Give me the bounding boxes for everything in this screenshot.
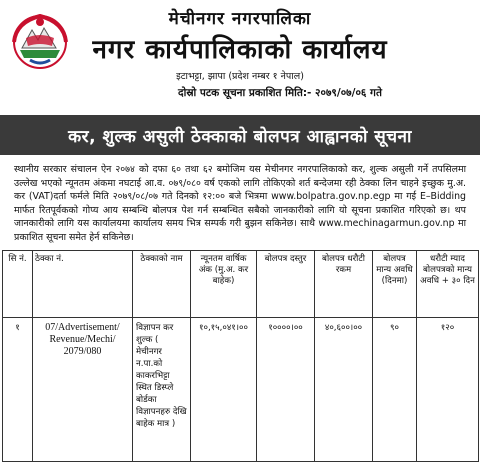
column-header: ठेक्काको नाम bbox=[133, 251, 191, 318]
letterhead bbox=[0, 0, 480, 130]
office-address: इटाभट्टा, झापा (प्रदेश नम्बर १ नेपाल) bbox=[176, 71, 304, 82]
table-header-row bbox=[3, 251, 479, 318]
cell-validity: ९० bbox=[373, 318, 417, 462]
publication-date: दोस्रो पटक सूचना प्रकाशित मिति:- २०७९/०७/०६ गते bbox=[178, 87, 382, 99]
cell-sn: १ bbox=[3, 318, 33, 462]
tender-table bbox=[2, 250, 479, 462]
cell-contract-name: विज्ञापन कर शुल्क ( मेचीनगर न.पा.को काकरभिट्टा स्थित डिस्प्ले बोर्डका विज्ञापनहरु देखि बाहेक मात्र ) bbox=[133, 318, 191, 462]
column-header: ठेक्का नं. bbox=[33, 251, 133, 318]
column-header: सि नं. bbox=[3, 251, 33, 318]
table-row bbox=[3, 318, 479, 462]
cell-fee: १००००।०० bbox=[257, 318, 315, 462]
notice-title-banner bbox=[0, 115, 480, 155]
cell-deposit-validity: १२० bbox=[417, 318, 479, 462]
cell-deposit: ४०,६००।०० bbox=[315, 318, 373, 462]
column-header: बोलपत्र मान्य अवधि (दिनमा) bbox=[373, 251, 417, 318]
column-header: बोलपत्र धरौटी रकम bbox=[315, 251, 373, 318]
notice-title: कर, शुल्क असुली ठेक्काको बोलपत्र आह्वानको सूचना bbox=[68, 126, 412, 147]
column-header: बोलपत्र दस्तुर bbox=[257, 251, 315, 318]
municipality-name: मेचीनगर नगरपालिका bbox=[168, 9, 312, 29]
office-name: नगर कार्यपालिकाको कार्यालय bbox=[92, 35, 388, 65]
cell-contract-no: 07/Advertisement/ Revenue/Mechi/ 2079/080 bbox=[33, 318, 133, 462]
column-header: धरौटी म्याद बोलपत्रको मान्य अवधि + ३० दिन bbox=[417, 251, 479, 318]
column-header: न्यूनतम वार्षिक अंक (मु.अ. कर बाहेक) bbox=[191, 251, 257, 318]
notice-paragraph: स्थानीय सरकार संचालन ऐन २०७४ को दफा ६० तथा ६२ बमोजिम यस मेचीनगर नगरपालिकाको कर, शुल्क असुली गर्ने तपसिलमा उल्लेख भएको न्यूनतम अंकमा नघटाई आ.व. ०७९/०८० वर्ष एकको लागि तोकिएको शर्त बन्देजमा रही ठेक्का लिन चाहने इच्छुक मु.अ. कर (VAT)दर्ता फर्मले मिति २०७९/०८/०७ गते दिनको १२:०० बजे भित्रमा www.bolpatra.gov.np.egp मा गई E–Bidding मार्फत रितपूर्वकको गोप्य आय सम्बन्धि बोलपत्र पेश गर्न सम्बन्धित सबैको जानकारीको लागि यो सूचना प्रकाशित गरिएको छ। थप जानकारीको लागि यस कार्यालयमा कार्यालय समय भित्र सम्पर्क गरी बुझन सकिनेछ। साथै www.mechinagarmun.gov.np मा प्रकाशित सूचना समेत हेर्न सकिनेछ। bbox=[14, 164, 466, 243]
cell-min-amount: १०,१५,०४१।०० bbox=[191, 318, 257, 462]
